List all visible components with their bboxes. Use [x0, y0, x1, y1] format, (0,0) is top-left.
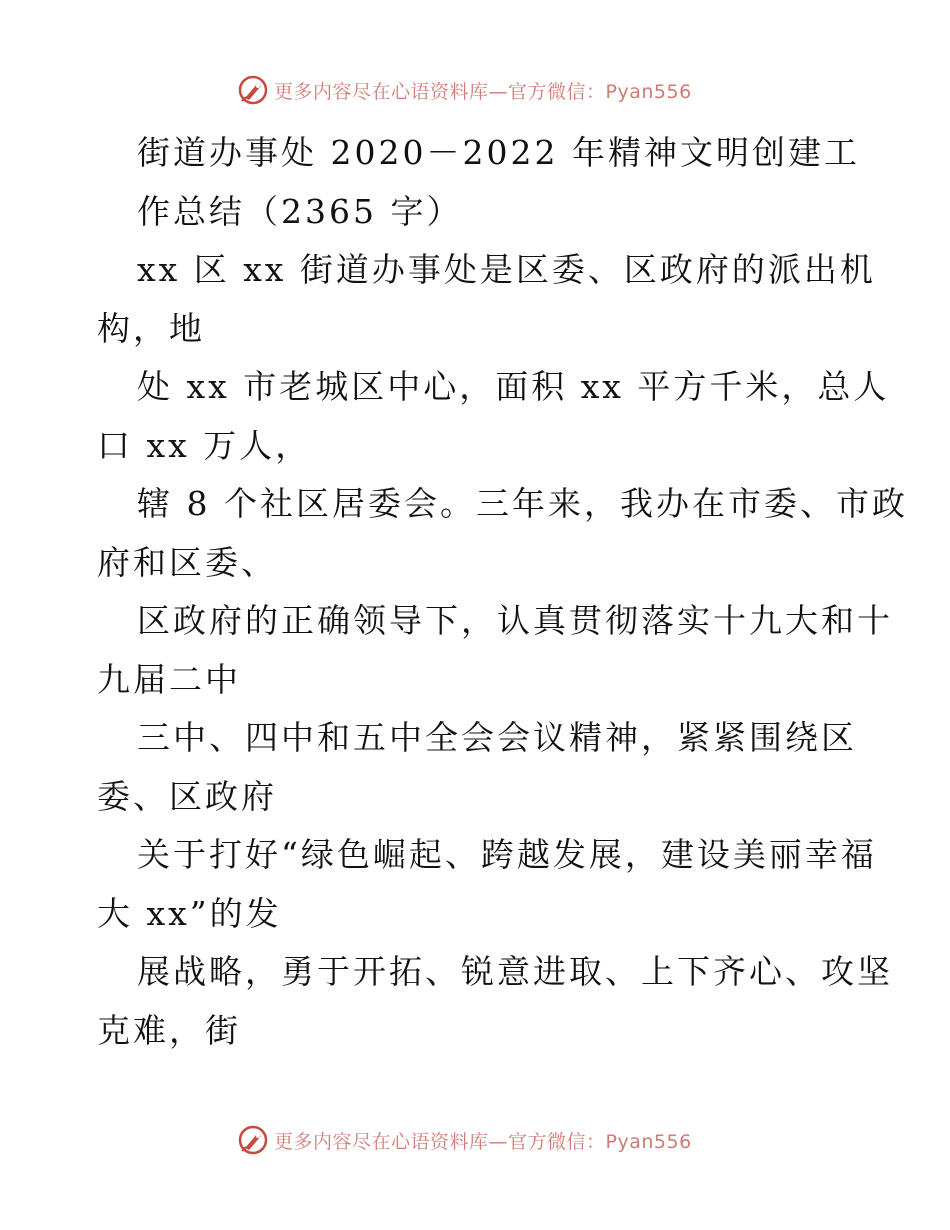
paragraph-line: 三中、四中和五中全会会议精神，紧紧围绕区: [137, 718, 857, 757]
pen-nib-logo-icon: [236, 73, 270, 107]
paragraph-line: 大 xx”的发: [97, 893, 282, 933]
paragraph-line: 处 xx 市老城区中心，面积 xx 平方千米，总人: [137, 367, 890, 406]
paragraph-line: 关于打好“绿色崛起、跨越发展，建设美丽幸福: [137, 835, 877, 874]
paragraph-line: 展战略，勇于开拓、锐意进取、上下齐心、攻坚: [137, 952, 893, 991]
paragraph-line: xx 区 xx 街道办事处是区委、区政府的派出机: [137, 250, 876, 289]
pen-nib-logo-icon: [236, 1123, 270, 1157]
header-watermark: [236, 70, 692, 110]
paragraph-line: 街道办事处 2020－2022 年精神文明创建工: [137, 133, 860, 172]
paragraph-line: 口 xx 万人，: [97, 425, 312, 465]
document-body: [97, 124, 908, 1060]
footer-watermark: [236, 1120, 692, 1160]
paragraph-line: 辖 8 个社区居委会。三年来，我办在市委、市政: [137, 484, 908, 523]
paragraph-line: 区政府的正确领导下，认真贯彻落实十九大和十: [137, 601, 893, 640]
paragraph-line: 九届二中: [97, 659, 241, 699]
paragraph-line: 府和区委、: [97, 542, 277, 582]
paragraph-line: 克难，街: [97, 1010, 241, 1050]
watermark-text: 更多内容尽在心语资料库—官方微信：Pyan556: [274, 1130, 692, 1153]
paragraph-line: 作总结（2365 字）: [137, 191, 463, 231]
paragraph-line: 委、区政府: [97, 776, 277, 816]
paragraph-line: 构，地: [97, 308, 205, 348]
watermark-text: 更多内容尽在心语资料库—官方微信：Pyan556: [274, 80, 692, 103]
